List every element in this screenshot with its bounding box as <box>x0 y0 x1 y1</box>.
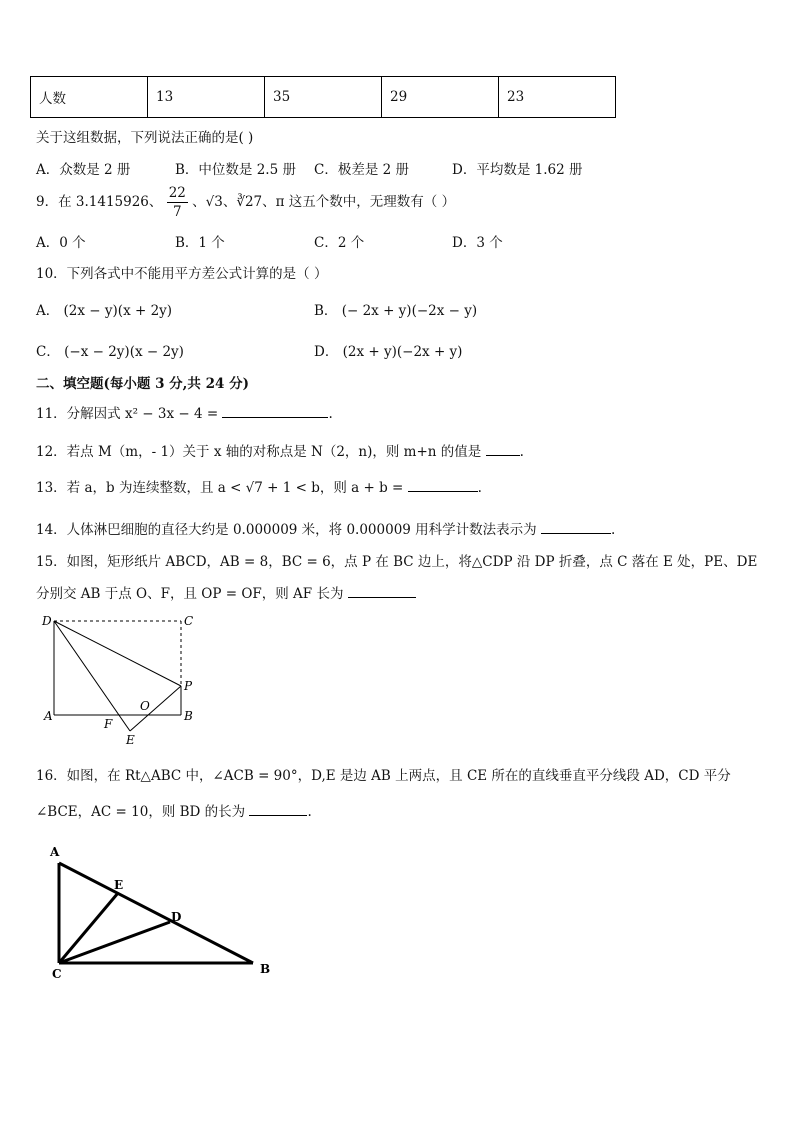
option-a: A． (2x − y)(x + 2y) <box>36 303 173 319</box>
answer-blank <box>486 454 520 456</box>
question-15-line1: 15．如图，矩形纸片 ABCD，AB = 8，BC = 6，点 P 在 BC 边上，将△CDP 沿 DP 折叠，点 C 落在 E 处，PE、DE <box>36 554 758 570</box>
question-intro: 关于这组数据，下列说法正确的是( ) <box>36 130 254 146</box>
q9-rest: 、√3、∛27、π 这五个数中，无理数有（ ） <box>192 194 456 210</box>
question-10: 10．下列各式中不能用平方差公式计算的是（ ） <box>36 266 328 282</box>
label-p: P <box>184 679 193 693</box>
fraction <box>167 184 188 221</box>
label-d: D <box>42 614 52 628</box>
line-dp <box>54 621 181 686</box>
question-12 <box>36 440 524 460</box>
option-b: B．1 个 <box>175 235 225 251</box>
option-c: C．极差是 2 册 <box>314 162 410 178</box>
q11-text: 11．分解因式 x² − 3x − 4 = <box>36 406 219 422</box>
period: . <box>328 406 333 422</box>
q15-text: 分别交 AB 于点 O、F，且 OP = OF，则 AF 长为 <box>36 586 344 602</box>
question-13 <box>36 476 482 496</box>
question-16-line2 <box>36 800 312 820</box>
section-heading: 二、填空题(每小题 3 分,共 24 分) <box>36 376 249 392</box>
table-cell: 人数 <box>31 77 148 118</box>
option-d: D． (2x + y)(−2x + y) <box>314 344 463 360</box>
q12-text: 12．若点 M（m，- 1）关于 x 轴的对称点是 N（2，n)，则 m+n 的值是 <box>36 444 482 460</box>
answer-blank <box>348 596 416 598</box>
option-a: A．0 个 <box>36 235 86 251</box>
answer-blank <box>408 490 478 492</box>
q14-text: 14．人体淋巴细胞的直径大约是 0.000009 米，将 0.000009 用科学计数法表示为 <box>36 522 537 538</box>
figure-rectangle-fold <box>36 608 216 748</box>
option-a: A．众数是 2 册 <box>36 162 131 178</box>
table-cell: 23 <box>499 77 616 118</box>
option-d: D．3 个 <box>452 235 503 251</box>
option-d: D．平均数是 1.62 册 <box>452 162 583 178</box>
q13-text: 13．若 a，b 为连续整数，且 a < √7 + 1 < b，则 a + b = <box>36 480 404 496</box>
period: . <box>477 480 482 496</box>
label-c: C <box>184 614 194 628</box>
question-11 <box>36 402 333 422</box>
q16-text: ∠BCE，AC = 10，则 BD 的长为 <box>36 804 246 820</box>
side-ab <box>59 863 253 963</box>
label-d: D <box>171 910 182 924</box>
label-a: A <box>50 845 60 859</box>
line-pe <box>130 686 181 731</box>
label-o: O <box>140 699 150 713</box>
figure-right-triangle <box>40 838 280 983</box>
label-b: B <box>260 962 271 976</box>
q9-prefix: 9．在 3.1415926、 <box>36 194 163 210</box>
option-c: C．2 个 <box>314 235 365 251</box>
period: . <box>307 804 312 820</box>
label-e: E <box>114 878 124 892</box>
question-15-line2 <box>36 582 416 602</box>
fraction-numerator: 22 <box>168 185 186 201</box>
answer-blank <box>222 416 328 418</box>
answer-blank <box>249 814 307 816</box>
label-a: A <box>44 709 53 723</box>
question-16-line1: 16．如图，在 Rt△ABC 中，∠ACB = 90°，D,E 是边 AB 上两点，且 CE 所在的直线垂直平分线段 AD，CD 平分 <box>36 768 731 784</box>
label-f: F <box>104 717 113 731</box>
table-row <box>31 77 616 118</box>
answer-blank <box>541 532 611 534</box>
option-b: B．中位数是 2.5 册 <box>175 162 296 178</box>
period: . <box>610 522 616 538</box>
fraction-denominator: 7 <box>172 204 182 220</box>
data-table <box>30 76 616 118</box>
question-14 <box>36 518 615 538</box>
label-b: B <box>184 709 193 723</box>
label-c: C <box>52 967 62 981</box>
option-b: B． (− 2x + y)(−2x − y) <box>314 303 478 319</box>
table-cell: 35 <box>265 77 382 118</box>
period: . <box>519 444 524 460</box>
table-cell: 13 <box>148 77 265 118</box>
label-e: E <box>126 733 135 747</box>
table-cell: 29 <box>382 77 499 118</box>
question-9 <box>36 184 455 221</box>
option-c: C． (−x − 2y)(x − 2y) <box>36 344 184 360</box>
